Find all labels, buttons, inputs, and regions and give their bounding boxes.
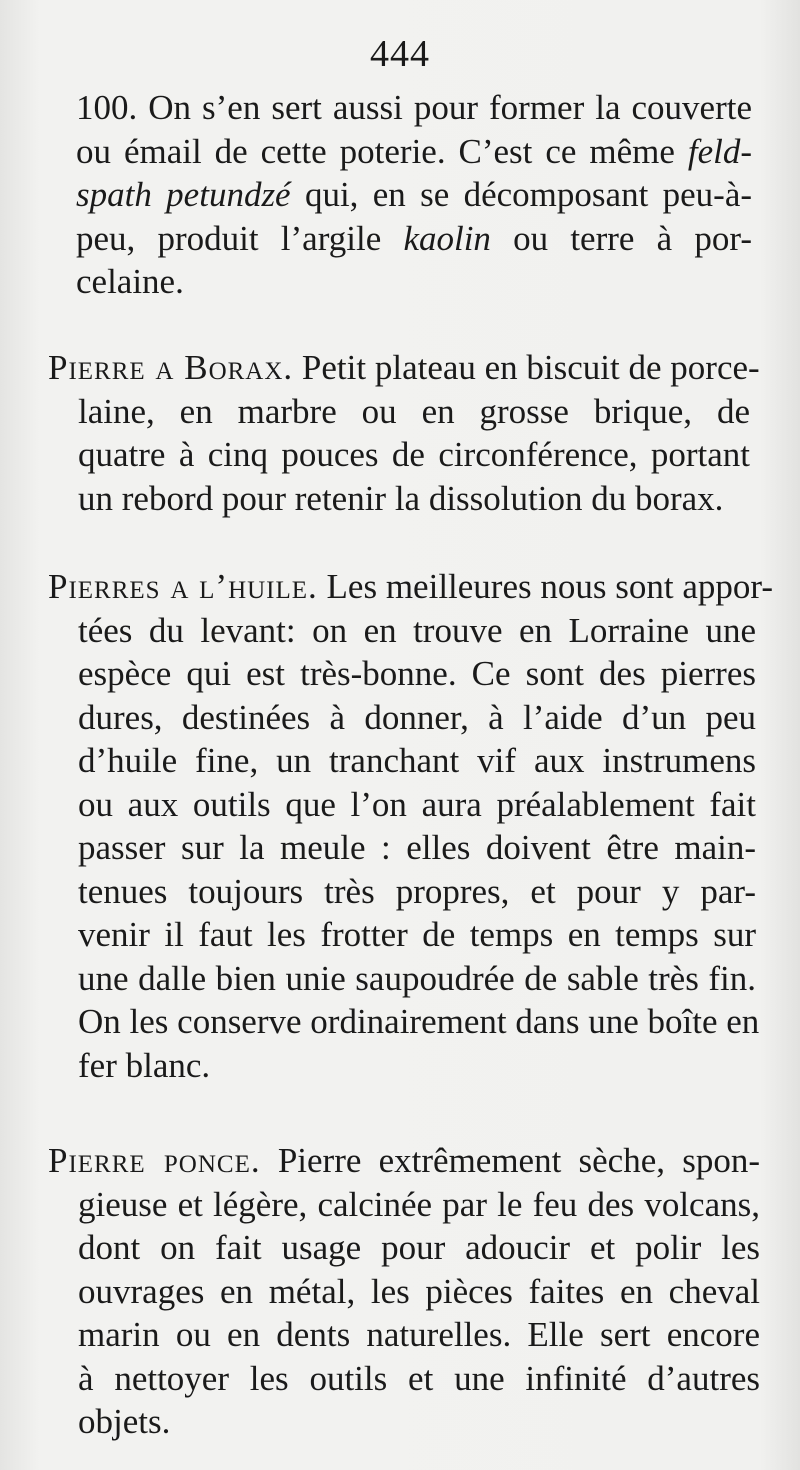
text-line (48, 652, 756, 696)
text-run: venir il faut les frotter de temps en temps sur (78, 915, 756, 954)
text-run: tenues toujours très propres, et pour y par- (78, 871, 756, 911)
text-line (76, 217, 752, 261)
text-run: peu, produit l’argile (76, 218, 404, 258)
text-run: ou aux outils que l’on aura préalablement fait (78, 784, 756, 824)
text-run: Pierre extrêmement sèche, spon- (260, 1141, 760, 1180)
text-run: Petit plateau en biscuit de porce- (293, 348, 760, 387)
page-number: 444 (370, 33, 430, 75)
entry-headword: Pierre a Borax. (48, 348, 294, 387)
text-line (76, 86, 752, 130)
italic-term: kaolin (403, 218, 491, 258)
text-line (48, 565, 773, 609)
text-run: Les meilleures nous sont appor- (317, 567, 773, 606)
text-run: ou terre à por- (490, 218, 753, 258)
text-run: laine, en marbre ou en grosse brique, de (78, 391, 750, 431)
text-run: qui, en se décomposant peu-à- (290, 175, 753, 214)
text-run: marin ou en dents naturelles. Elle sert encore (78, 1315, 760, 1354)
text-line (48, 1139, 760, 1183)
text-run: d’huile fine, un tranchant vif aux instrumens (78, 741, 756, 780)
text-run: ou émail de cette poterie. C’est ce même (76, 131, 688, 171)
text-run: une dalle bien unie saupoudrée de sable très fin. (78, 958, 756, 998)
entry-pierre-ponce (48, 1139, 760, 1444)
text-line (48, 1226, 760, 1270)
text-line (48, 957, 756, 1001)
text-run: 100. On s’en sert aussi pour former la couverte (76, 88, 752, 127)
text-line (76, 260, 752, 304)
text-run: espèce qui est très-bonne. Ce sont des pierres (78, 654, 756, 693)
text-run: celaine. (76, 262, 184, 301)
text-line (48, 826, 756, 870)
text-line (48, 1183, 760, 1227)
text-line (48, 739, 756, 783)
text-line (48, 1357, 760, 1401)
text-run: objets. (78, 1402, 171, 1441)
text-run: dont on fait usage pour adoucir et polir les (78, 1228, 760, 1267)
text-line (48, 1000, 760, 1044)
text-run: fer blanc. (78, 1045, 211, 1085)
text-line (48, 1044, 756, 1088)
text-line (48, 696, 756, 740)
text-run: dures, destinées à donner, à l’aide d’un peu (78, 697, 756, 737)
italic-term: feld- (687, 131, 752, 171)
text-line (76, 173, 752, 217)
entry-headword: Pierre ponce. (48, 1141, 261, 1180)
text-line (48, 609, 756, 653)
text-line (48, 1270, 760, 1314)
text-run: quatre à cinq pouces de circonférence, portant (78, 435, 750, 474)
text-line (76, 130, 752, 174)
text-line (48, 870, 756, 914)
entry-headword: Pierres a l’huile. (48, 567, 318, 606)
text-line (48, 477, 750, 521)
text-run: On les conserve ordinairement dans une boîte en (78, 1002, 760, 1041)
text-line (48, 346, 760, 390)
text-line (48, 390, 750, 434)
text-line (48, 913, 756, 957)
text-run: ouvrages en métal, les pièces faites en cheval (78, 1271, 760, 1311)
text-line (48, 783, 756, 827)
text-run: un rebord pour retenir la dissolution du borax. (78, 478, 724, 518)
text-line (48, 1313, 760, 1357)
text-run: à nettoyer les outils et une infinité d’autres (78, 1358, 760, 1398)
text-run: passer sur la meule : elles doivent être main- (78, 828, 756, 867)
entry-pierres-a-l-huile (48, 565, 773, 1087)
italic-term: spath petundzé (76, 175, 291, 214)
text-line (48, 1400, 760, 1444)
text-line (48, 433, 750, 477)
text-run: gieuse et légère, calcinée par le feu des volcans, (78, 1184, 760, 1224)
text-run: tées du levant: on en trouve en Lorraine une (78, 610, 756, 650)
paragraph-porcelain-continuation (76, 86, 752, 304)
entry-pierre-a-borax (48, 346, 760, 520)
